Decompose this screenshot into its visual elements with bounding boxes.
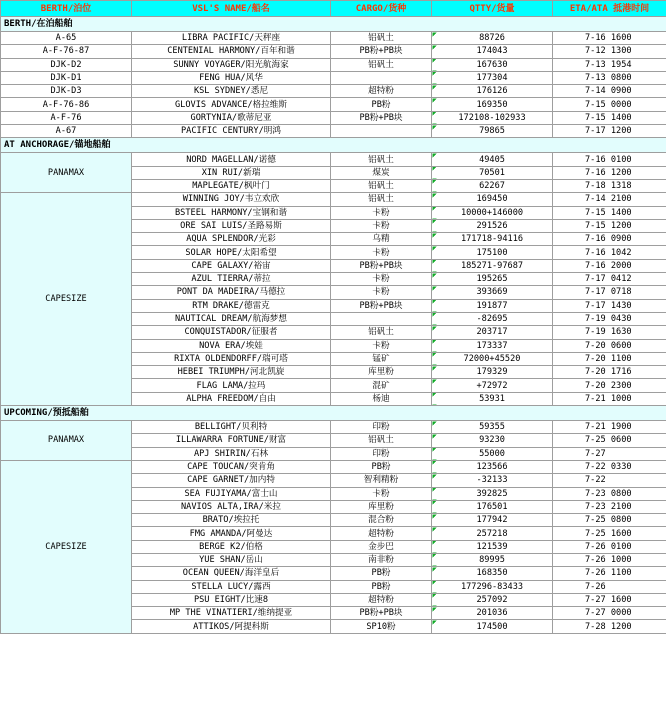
eta-cell: 7-19 1630: [553, 326, 666, 339]
cargo-cell: PB粉: [331, 567, 432, 580]
cargo-cell: 南非粉: [331, 553, 432, 566]
cargo-cell: 铝矾土: [331, 326, 432, 339]
vessel-name-cell: GLOVIS ADVANCE/格拉维斯: [132, 98, 331, 111]
cargo-cell: PB粉+PB块: [331, 607, 432, 620]
quantity-cell: 79865: [432, 125, 553, 138]
eta-cell: 7-26: [553, 580, 666, 593]
vessel-name-cell: HEBEI TRIUMPH/河北凯旋: [132, 366, 331, 379]
eta-cell: 7-16 1042: [553, 246, 666, 259]
cargo-cell: 铝矾土: [331, 434, 432, 447]
eta-cell: 7-12 1300: [553, 45, 666, 58]
quantity-cell: 191877: [432, 299, 553, 312]
cargo-cell: 超特粉: [331, 85, 432, 98]
eta-cell: 7-15 1400: [553, 111, 666, 124]
quantity-cell: -82695: [432, 312, 553, 325]
vessel-name-cell: ORE SAI LUIS/圣路易斯: [132, 219, 331, 232]
vessel-name-cell: WINNING JOY/韦立欢欣: [132, 193, 331, 206]
cargo-cell: [331, 71, 432, 84]
vessel-size-group-label: CAPESIZE: [1, 460, 132, 633]
quantity-cell: 171718-94116: [432, 233, 553, 246]
table-row: [1, 193, 666, 206]
eta-cell: 7-22: [553, 474, 666, 487]
vessel-name-cell: CAPE GARNET/加内特: [132, 474, 331, 487]
table-row: [1, 85, 666, 98]
vessel-name-cell: STELLA LUCY/露西: [132, 580, 331, 593]
quantity-cell: 70501: [432, 166, 553, 179]
vessel-size-group-label: PANAMAX: [1, 421, 132, 461]
table-row: [1, 58, 666, 71]
quantity-cell: 72000+45520: [432, 352, 553, 365]
eta-cell: 7-25 0600: [553, 434, 666, 447]
table-row: [1, 98, 666, 111]
table-row: [1, 111, 666, 124]
cargo-cell: 印粉: [331, 421, 432, 434]
quantity-cell: 172108-102933: [432, 111, 553, 124]
cargo-cell: 卡粉: [331, 286, 432, 299]
eta-cell: 7-14 2100: [553, 193, 666, 206]
eta-cell: 7-16 1600: [553, 32, 666, 45]
vessel-name-cell: AZUL TIERRA/蒂拉: [132, 273, 331, 286]
cargo-cell: 印粉: [331, 447, 432, 460]
vessel-name-cell: BSTEEL HARMONY/宝钢和谐: [132, 206, 331, 219]
vessel-name-cell: FENG HUA/风华: [132, 71, 331, 84]
quantity-cell: 49405: [432, 153, 553, 166]
eta-cell: 7-17 1200: [553, 125, 666, 138]
eta-cell: 7-27: [553, 447, 666, 460]
cargo-cell: 卡粉: [331, 487, 432, 500]
quantity-cell: +72972: [432, 379, 553, 392]
eta-cell: 7-13 1954: [553, 58, 666, 71]
vessel-name-cell: MP THE VINATIERI/维纳提亚: [132, 607, 331, 620]
berth-cell: A-65: [1, 32, 132, 45]
cargo-cell: PB粉+PB块: [331, 259, 432, 272]
quantity-cell: 53931: [432, 392, 553, 405]
cargo-cell: 乌精: [331, 233, 432, 246]
eta-cell: 7-16 0100: [553, 153, 666, 166]
quantity-cell: 55000: [432, 447, 553, 460]
vessel-name-cell: NOVA ERA/埃娃: [132, 339, 331, 352]
vessel-name-cell: KSL SYDNEY/悉尼: [132, 85, 331, 98]
eta-cell: 7-27 0000: [553, 607, 666, 620]
eta-cell: 7-25 1600: [553, 527, 666, 540]
vessel-name-cell: MAPLEGATE/枫叶门: [132, 179, 331, 192]
quantity-cell: 203717: [432, 326, 553, 339]
quantity-cell: 169450: [432, 193, 553, 206]
table-row: [1, 421, 666, 434]
quantity-cell: 123566: [432, 460, 553, 473]
cargo-cell: 库里粉: [331, 500, 432, 513]
eta-cell: 7-17 0718: [553, 286, 666, 299]
cargo-cell: PB粉: [331, 460, 432, 473]
vessel-name-cell: GORTYNIA/歌蒂尼亚: [132, 111, 331, 124]
eta-cell: 7-16 1200: [553, 166, 666, 179]
vessel-name-cell: FLAG LAMA/拉玛: [132, 379, 331, 392]
eta-cell: 7-23 2100: [553, 500, 666, 513]
eta-cell: 7-19 0430: [553, 312, 666, 325]
cargo-cell: SP10粉: [331, 620, 432, 633]
eta-cell: 7-14 0900: [553, 85, 666, 98]
section-header-row: [1, 406, 666, 421]
berth-cell: A-67: [1, 125, 132, 138]
berth-cell: A-F-76-86: [1, 98, 132, 111]
vessel-name-cell: BRATO/埃拉托: [132, 514, 331, 527]
quantity-cell: 168350: [432, 567, 553, 580]
vessel-name-cell: XIN RUI/新瑞: [132, 166, 331, 179]
quantity-cell: 176126: [432, 85, 553, 98]
header-cargo: CARGO/货种: [331, 1, 432, 17]
eta-cell: 7-26 0100: [553, 540, 666, 553]
section-title: AT ANCHORAGE/锚地船舶: [1, 138, 666, 153]
cargo-cell: 卡粉: [331, 219, 432, 232]
quantity-cell: -32133: [432, 474, 553, 487]
vessel-name-cell: BELLIGHT/贝利特: [132, 421, 331, 434]
vessel-name-cell: SOLAR HOPE/太阳希望: [132, 246, 331, 259]
cargo-cell: 锰矿: [331, 352, 432, 365]
cargo-cell: 超特粉: [331, 527, 432, 540]
table-row: [1, 32, 666, 45]
quantity-cell: 93230: [432, 434, 553, 447]
header-berth: BERTH/泊位: [1, 1, 132, 17]
cargo-cell: 混合粉: [331, 514, 432, 527]
quantity-cell: 173337: [432, 339, 553, 352]
quantity-cell: 177304: [432, 71, 553, 84]
cargo-cell: PB粉+PB块: [331, 45, 432, 58]
vessel-size-group-label: CAPESIZE: [1, 193, 132, 406]
eta-cell: 7-27 1600: [553, 593, 666, 606]
header-vessel-name: VSL'S NAME/船名: [132, 1, 331, 17]
table-row: [1, 460, 666, 473]
cargo-cell: 智利精粉: [331, 474, 432, 487]
eta-cell: 7-26 1000: [553, 553, 666, 566]
vessel-name-cell: NAVIOS ALTA,IRA/米拉: [132, 500, 331, 513]
vessel-name-cell: RTM DRAKE/德雷克: [132, 299, 331, 312]
quantity-cell: 174500: [432, 620, 553, 633]
vessel-name-cell: CAPE GALAXY/裕宙: [132, 259, 331, 272]
vessel-name-cell: PSU EIGHT/比速8: [132, 593, 331, 606]
eta-cell: 7-18 1318: [553, 179, 666, 192]
cargo-cell: [331, 312, 432, 325]
cargo-cell: 混矿: [331, 379, 432, 392]
cargo-cell: 金步巴: [331, 540, 432, 553]
quantity-cell: 201036: [432, 607, 553, 620]
eta-cell: 7-25 0800: [553, 514, 666, 527]
cargo-cell: 铝矾土: [331, 179, 432, 192]
quantity-cell: 177296-83433: [432, 580, 553, 593]
section-title: BERTH/在泊船舶: [1, 17, 666, 32]
eta-cell: 7-21 1000: [553, 392, 666, 405]
cargo-cell: PB粉+PB块: [331, 299, 432, 312]
vessel-name-cell: FMG AMANDA/阿曼达: [132, 527, 331, 540]
vessel-name-cell: PONT DA MADEIRA/马德拉: [132, 286, 331, 299]
vessel-name-cell: SUNNY VOYAGER/阳光航海家: [132, 58, 331, 71]
quantity-cell: 257092: [432, 593, 553, 606]
cargo-cell: 库里粉: [331, 366, 432, 379]
quantity-cell: 174043: [432, 45, 553, 58]
eta-cell: 7-17 1430: [553, 299, 666, 312]
header-eta: ETA/ATA 抵港时间: [553, 1, 666, 17]
vessel-name-cell: ALPHA FREEDOM/自由: [132, 392, 331, 405]
eta-cell: 7-22 0330: [553, 460, 666, 473]
cargo-cell: 卡粉: [331, 273, 432, 286]
berth-cell: DJK-D2: [1, 58, 132, 71]
eta-cell: 7-20 0600: [553, 339, 666, 352]
quantity-cell: 393669: [432, 286, 553, 299]
quantity-cell: 291526: [432, 219, 553, 232]
cargo-cell: 煤炭: [331, 166, 432, 179]
cargo-cell: PB粉: [331, 580, 432, 593]
vessel-name-cell: APJ SHIRIN/石林: [132, 447, 331, 460]
quantity-cell: 392825: [432, 487, 553, 500]
berth-cell: DJK-D1: [1, 71, 132, 84]
eta-cell: 7-20 1716: [553, 366, 666, 379]
quantity-cell: 89995: [432, 553, 553, 566]
quantity-cell: 62267: [432, 179, 553, 192]
eta-cell: 7-15 1400: [553, 206, 666, 219]
table-row: [1, 45, 666, 58]
cargo-cell: 铝矾土: [331, 32, 432, 45]
vessel-name-cell: OCEAN QUEEN/海洋皇后: [132, 567, 331, 580]
cargo-cell: 铝矾土: [331, 58, 432, 71]
cargo-cell: 卡粉: [331, 246, 432, 259]
quantity-cell: 121539: [432, 540, 553, 553]
eta-cell: 7-21 1900: [553, 421, 666, 434]
table-row: [1, 125, 666, 138]
cargo-cell: PB粉: [331, 98, 432, 111]
quantity-cell: 176501: [432, 500, 553, 513]
eta-cell: 7-16 0900: [553, 233, 666, 246]
eta-cell: 7-20 1100: [553, 352, 666, 365]
eta-cell: 7-20 2300: [553, 379, 666, 392]
berth-cell: A-F-76: [1, 111, 132, 124]
eta-cell: 7-15 1200: [553, 219, 666, 232]
eta-cell: 7-13 0800: [553, 71, 666, 84]
vessel-name-cell: BERGE K2/伯格: [132, 540, 331, 553]
table-body: [1, 17, 666, 634]
vessel-name-cell: CENTENIAL HARMONY/百年和谐: [132, 45, 331, 58]
quantity-cell: 177942: [432, 514, 553, 527]
vessel-name-cell: YUE SHAN/岳山: [132, 553, 331, 566]
header-quantity: QTTY/货量: [432, 1, 553, 17]
section-header-row: [1, 17, 666, 32]
vessel-name-cell: PACIFIC CENTURY/明鸿: [132, 125, 331, 138]
header-row: [1, 1, 666, 17]
cargo-cell: 超特粉: [331, 593, 432, 606]
berth-cell: DJK-D3: [1, 85, 132, 98]
eta-cell: 7-26 1100: [553, 567, 666, 580]
vessel-name-cell: SEA FUJIYAMA/富士山: [132, 487, 331, 500]
vessel-name-cell: NORD MAGELLAN/诺德: [132, 153, 331, 166]
quantity-cell: 175100: [432, 246, 553, 259]
vessel-name-cell: CAPE TOUCAN/突肯角: [132, 460, 331, 473]
vessel-name-cell: RIXTA OLDENDORFF/瑞可塔: [132, 352, 331, 365]
cargo-cell: 铝矾土: [331, 153, 432, 166]
eta-cell: 7-23 0800: [553, 487, 666, 500]
table-row: [1, 71, 666, 84]
vessel-name-cell: CONQUISTADOR/征服者: [132, 326, 331, 339]
section-header-row: [1, 138, 666, 153]
eta-cell: 7-16 2000: [553, 259, 666, 272]
vessel-name-cell: ILLAWARRA FORTUNE/财富: [132, 434, 331, 447]
eta-cell: 7-17 0412: [553, 273, 666, 286]
quantity-cell: 59355: [432, 421, 553, 434]
quantity-cell: 179329: [432, 366, 553, 379]
cargo-cell: 卡粉: [331, 206, 432, 219]
vessel-size-group-label: PANAMAX: [1, 153, 132, 193]
cargo-cell: PB粉+PB块: [331, 111, 432, 124]
eta-cell: 7-15 0000: [553, 98, 666, 111]
vessel-name-cell: LIBRA PACIFIC/天秤座: [132, 32, 331, 45]
quantity-cell: 167630: [432, 58, 553, 71]
quantity-cell: 10000+146000: [432, 206, 553, 219]
quantity-cell: 185271-97687: [432, 259, 553, 272]
cargo-cell: 铝矾土: [331, 193, 432, 206]
quantity-cell: 88726: [432, 32, 553, 45]
quantity-cell: 257218: [432, 527, 553, 540]
berth-cell: A-F-76-87: [1, 45, 132, 58]
quantity-cell: 169350: [432, 98, 553, 111]
vessel-name-cell: AQUA SPLENDOR/光彩: [132, 233, 331, 246]
eta-cell: 7-28 1200: [553, 620, 666, 633]
cargo-cell: 卡粉: [331, 339, 432, 352]
cargo-cell: [331, 125, 432, 138]
section-title: UPCOMING/预抵船舶: [1, 406, 666, 421]
vessel-name-cell: ATTIKOS/阿提科斯: [132, 620, 331, 633]
quantity-cell: 195265: [432, 273, 553, 286]
vessel-name-cell: NAUTICAL DREAM/航海梦想: [132, 312, 331, 325]
cargo-cell: 杨迪: [331, 392, 432, 405]
table-row: [1, 153, 666, 166]
